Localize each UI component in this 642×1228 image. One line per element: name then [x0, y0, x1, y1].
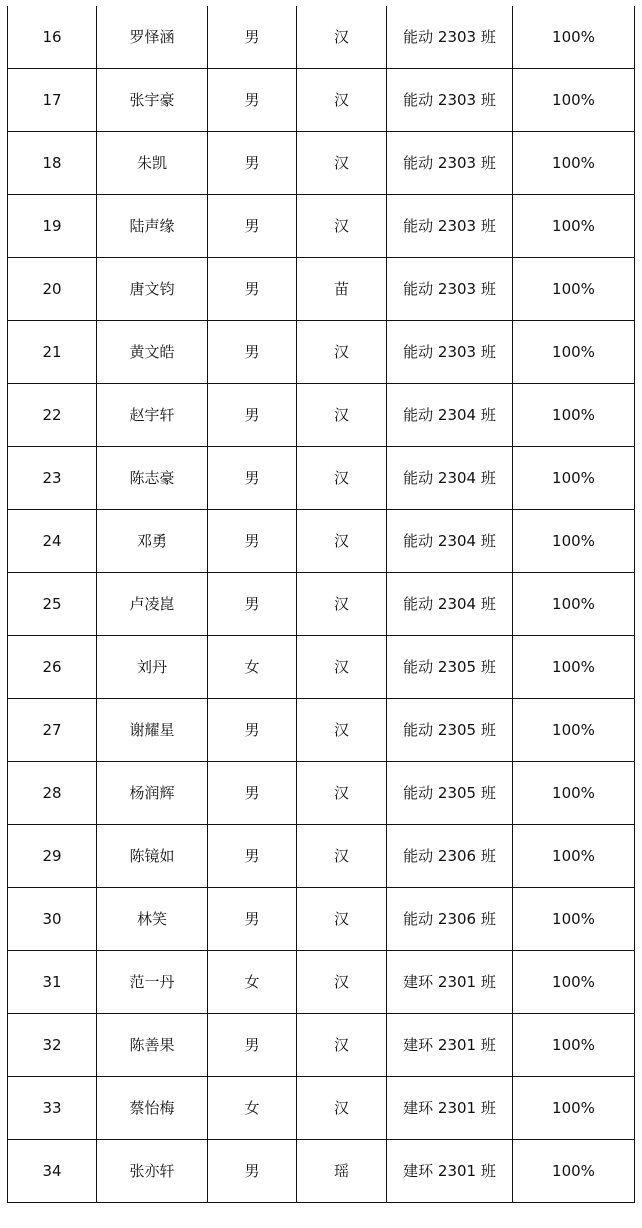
cell-class: 能动 2305 班 [387, 636, 513, 699]
cell-name: 陆声缘 [97, 195, 208, 258]
cell-class: 能动 2303 班 [387, 258, 513, 321]
table-row [8, 69, 635, 132]
cell-number: 21 [8, 321, 97, 384]
cell-ethnicity: 汉 [297, 825, 387, 888]
cell-name: 邓勇 [97, 510, 208, 573]
cell-number: 34 [8, 1140, 97, 1203]
cell-ethnicity: 汉 [297, 6, 387, 69]
cell-rate: 100% [513, 69, 635, 132]
cell-number: 20 [8, 258, 97, 321]
cell-rate: 100% [513, 951, 635, 1014]
cell-class: 建环 2301 班 [387, 1014, 513, 1077]
cell-gender: 男 [208, 573, 297, 636]
cell-number: 29 [8, 825, 97, 888]
cell-gender: 男 [208, 447, 297, 510]
table-row [8, 258, 635, 321]
cell-ethnicity: 汉 [297, 69, 387, 132]
cell-rate: 100% [513, 888, 635, 951]
cell-gender: 男 [208, 699, 297, 762]
cell-number: 17 [8, 69, 97, 132]
cell-class: 能动 2305 班 [387, 762, 513, 825]
cell-class: 能动 2304 班 [387, 510, 513, 573]
table-row [8, 636, 635, 699]
cell-number: 23 [8, 447, 97, 510]
student-roster [7, 6, 634, 1203]
table-row [8, 510, 635, 573]
cell-name: 刘丹 [97, 636, 208, 699]
cell-ethnicity: 汉 [297, 762, 387, 825]
cell-gender: 男 [208, 825, 297, 888]
cell-gender: 男 [208, 321, 297, 384]
cell-name: 陈志豪 [97, 447, 208, 510]
cell-name: 张宇豪 [97, 69, 208, 132]
cell-name: 朱凯 [97, 132, 208, 195]
table-row [8, 132, 635, 195]
cell-ethnicity: 汉 [297, 132, 387, 195]
cell-ethnicity: 汉 [297, 384, 387, 447]
cell-rate: 100% [513, 384, 635, 447]
cell-class: 建环 2301 班 [387, 951, 513, 1014]
cell-gender: 女 [208, 951, 297, 1014]
cell-rate: 100% [513, 510, 635, 573]
cell-rate: 100% [513, 636, 635, 699]
cell-rate: 100% [513, 762, 635, 825]
cell-ethnicity: 汉 [297, 321, 387, 384]
cell-class: 建环 2301 班 [387, 1077, 513, 1140]
table-row [8, 699, 635, 762]
cell-class: 能动 2305 班 [387, 699, 513, 762]
cell-number: 30 [8, 888, 97, 951]
cell-name: 陈镜如 [97, 825, 208, 888]
cell-rate: 100% [513, 321, 635, 384]
cell-rate: 100% [513, 195, 635, 258]
cell-rate: 100% [513, 447, 635, 510]
cell-name: 谢耀星 [97, 699, 208, 762]
table-row [8, 888, 635, 951]
table-row [8, 447, 635, 510]
roster-table [7, 6, 635, 1203]
cell-class: 能动 2304 班 [387, 573, 513, 636]
cell-class: 能动 2303 班 [387, 132, 513, 195]
cell-gender: 男 [208, 69, 297, 132]
cell-gender: 男 [208, 132, 297, 195]
cell-number: 24 [8, 510, 97, 573]
table-row [8, 1140, 635, 1203]
cell-ethnicity: 汉 [297, 573, 387, 636]
cell-gender: 男 [208, 510, 297, 573]
cell-rate: 100% [513, 1140, 635, 1203]
table-row [8, 825, 635, 888]
cell-number: 27 [8, 699, 97, 762]
cell-number: 19 [8, 195, 97, 258]
table-row [8, 573, 635, 636]
cell-name: 赵宇轩 [97, 384, 208, 447]
roster-table-body [8, 6, 635, 1203]
cell-ethnicity: 汉 [297, 636, 387, 699]
cell-name: 黄文皓 [97, 321, 208, 384]
cell-number: 22 [8, 384, 97, 447]
cell-name: 蔡怡梅 [97, 1077, 208, 1140]
cell-rate: 100% [513, 699, 635, 762]
cell-number: 16 [8, 6, 97, 69]
cell-gender: 男 [208, 384, 297, 447]
cell-rate: 100% [513, 825, 635, 888]
cell-ethnicity: 汉 [297, 888, 387, 951]
cell-class: 能动 2306 班 [387, 825, 513, 888]
cell-gender: 男 [208, 762, 297, 825]
cell-ethnicity: 汉 [297, 1014, 387, 1077]
table-row [8, 6, 635, 69]
table-row [8, 951, 635, 1014]
table-row [8, 195, 635, 258]
cell-ethnicity: 汉 [297, 447, 387, 510]
cell-name: 唐文钧 [97, 258, 208, 321]
cell-number: 26 [8, 636, 97, 699]
cell-ethnicity: 瑶 [297, 1140, 387, 1203]
cell-number: 18 [8, 132, 97, 195]
cell-class: 能动 2304 班 [387, 447, 513, 510]
cell-name: 卢凌崑 [97, 573, 208, 636]
cell-gender: 男 [208, 195, 297, 258]
cell-class: 能动 2303 班 [387, 195, 513, 258]
cell-gender: 女 [208, 1077, 297, 1140]
cell-number: 25 [8, 573, 97, 636]
cell-class: 能动 2303 班 [387, 6, 513, 69]
cell-ethnicity: 汉 [297, 1077, 387, 1140]
cell-name: 范一丹 [97, 951, 208, 1014]
cell-name: 罗怿涵 [97, 6, 208, 69]
cell-gender: 男 [208, 258, 297, 321]
cell-ethnicity: 汉 [297, 699, 387, 762]
cell-name: 陈善果 [97, 1014, 208, 1077]
cell-gender: 男 [208, 1140, 297, 1203]
cell-class: 建环 2301 班 [387, 1140, 513, 1203]
cell-class: 能动 2306 班 [387, 888, 513, 951]
table-row [8, 384, 635, 447]
cell-rate: 100% [513, 1077, 635, 1140]
cell-rate: 100% [513, 6, 635, 69]
cell-class: 能动 2304 班 [387, 384, 513, 447]
cell-gender: 男 [208, 1014, 297, 1077]
cell-number: 33 [8, 1077, 97, 1140]
cell-number: 28 [8, 762, 97, 825]
cell-ethnicity: 汉 [297, 510, 387, 573]
table-row [8, 1077, 635, 1140]
cell-name: 杨润辉 [97, 762, 208, 825]
table-row [8, 321, 635, 384]
cell-rate: 100% [513, 132, 635, 195]
cell-ethnicity: 汉 [297, 951, 387, 1014]
cell-number: 31 [8, 951, 97, 1014]
cell-rate: 100% [513, 258, 635, 321]
table-row [8, 1014, 635, 1077]
cell-rate: 100% [513, 1014, 635, 1077]
cell-gender: 男 [208, 888, 297, 951]
cell-ethnicity: 汉 [297, 195, 387, 258]
cell-class: 能动 2303 班 [387, 321, 513, 384]
cell-name: 张亦轩 [97, 1140, 208, 1203]
cell-ethnicity: 苗 [297, 258, 387, 321]
cell-name: 林笑 [97, 888, 208, 951]
cell-gender: 女 [208, 636, 297, 699]
cell-number: 32 [8, 1014, 97, 1077]
table-row [8, 762, 635, 825]
cell-gender: 男 [208, 6, 297, 69]
cell-class: 能动 2303 班 [387, 69, 513, 132]
cell-rate: 100% [513, 573, 635, 636]
